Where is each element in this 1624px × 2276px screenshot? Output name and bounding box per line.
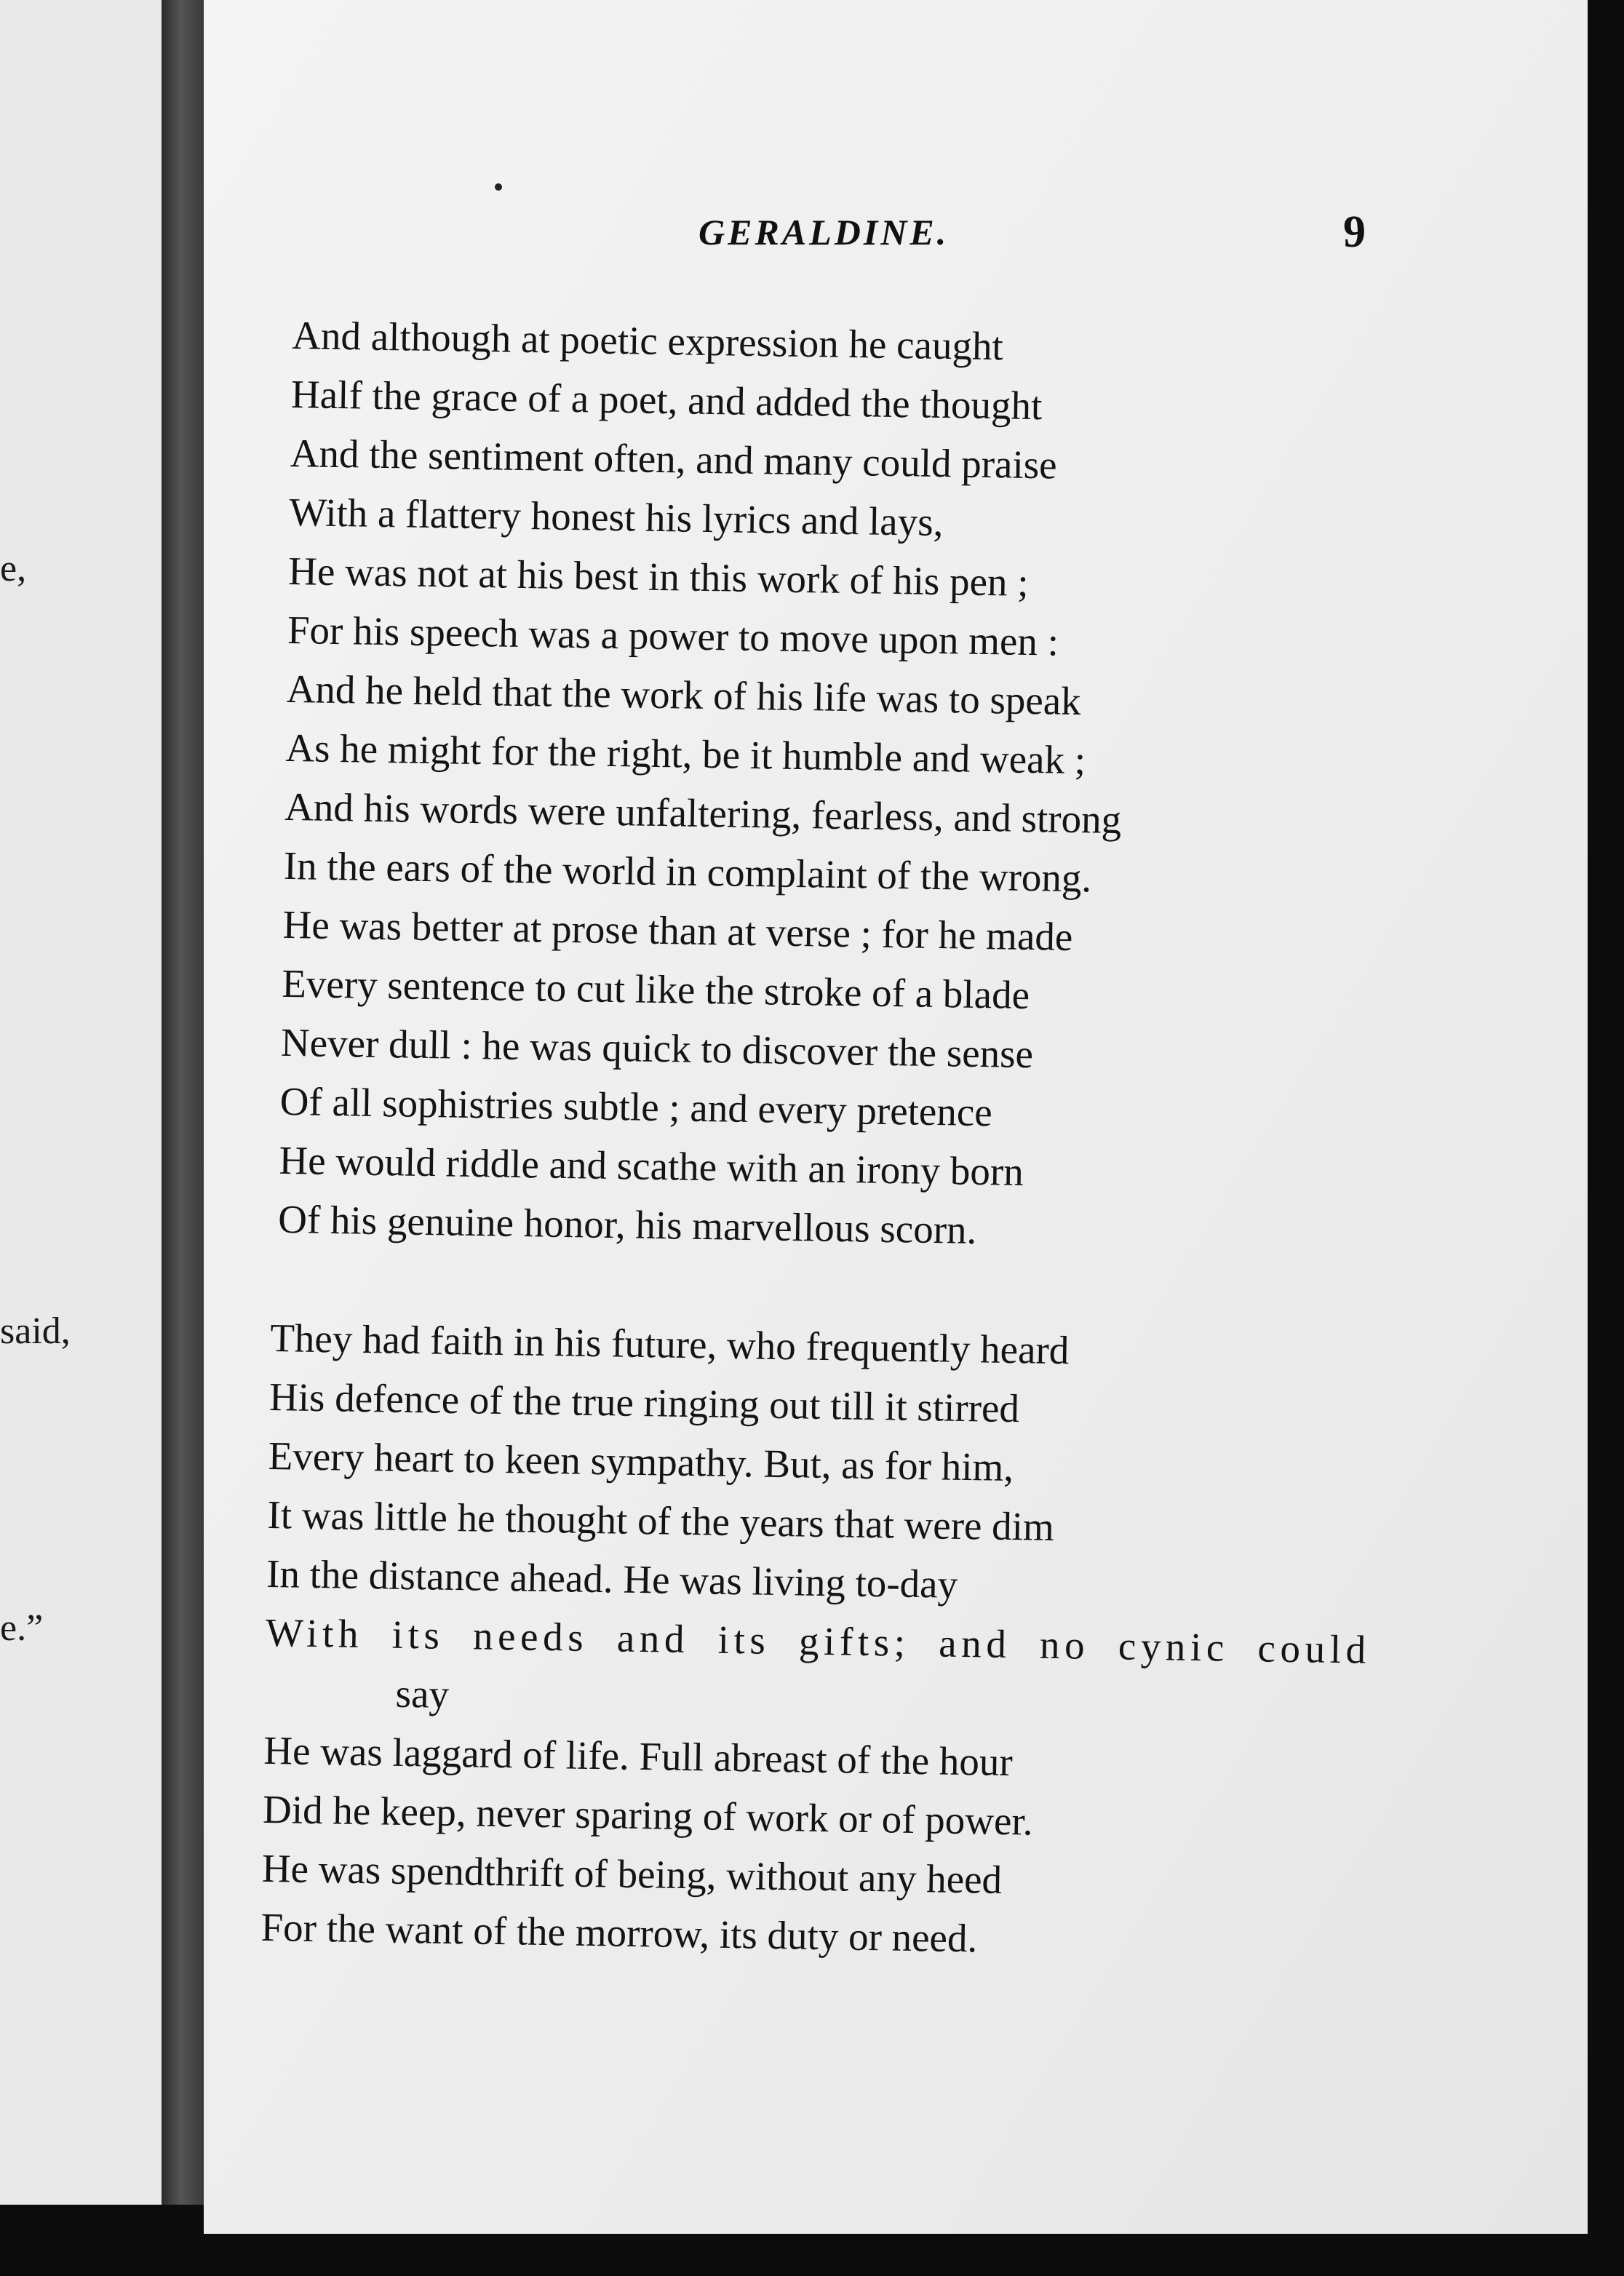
- page-header: [204, 207, 1586, 269]
- verse-line: He was not at his best in this work of his pen ;: [287, 548, 1030, 605]
- running-title: GERALDINE.: [698, 212, 950, 252]
- stanza: [260, 1308, 1376, 1974]
- verse-line: In the distance ahead. He was living to-day: [266, 1551, 958, 1607]
- print-speck: [495, 183, 502, 191]
- verse-line: It was little he thought of the years that were dim: [267, 1492, 1055, 1549]
- verse-line: With its needs and its gifts; and no cynic could: [265, 1609, 1372, 1672]
- facing-page-fragment: e,: [0, 548, 27, 589]
- verse-line: He was laggard of life. Full abreast of the hour: [263, 1727, 1014, 1785]
- verse-line: In the ears of the world in complaint of the wrong.: [283, 843, 1092, 901]
- verse-line: They had faith in his future, who frequently heard: [269, 1315, 1070, 1373]
- verse-line: Of all sophistries subtle ; and every pretence: [279, 1078, 993, 1135]
- verse-line: Did he keep, never sparing of work or of power.: [262, 1786, 1033, 1844]
- verse-line: As he might for the right, be it humble and weak ;: [284, 725, 1086, 783]
- verse-line: Every sentence to cut like the stroke of a blade: [281, 960, 1030, 1018]
- verse-line: And he held that the work of his life was to speak: [286, 666, 1082, 724]
- verse-line: And although at poetic expression he caught: [291, 312, 1004, 369]
- verse-line: And his words were unfaltering, fearless, and strong: [284, 784, 1122, 842]
- page-number: 9: [1343, 207, 1366, 257]
- verse-line: With a flattery honest his lyrics and lays,: [289, 489, 944, 545]
- verse-line: He would riddle and scathe with an irony born: [279, 1137, 1024, 1194]
- verse-line: Never dull : he was quick to discover the sense: [280, 1019, 1034, 1077]
- stanza: [278, 306, 1129, 1262]
- verse-line: Every heart to keen sympathy. But, as for him,: [268, 1433, 1014, 1490]
- verse-line: Of his genuine honor, his marvellous scorn.: [277, 1196, 977, 1252]
- verse-line: For the want of the morrow, its duty or need.: [260, 1904, 978, 1961]
- facing-page-fragment: said,: [0, 1310, 71, 1352]
- book-page: [204, 0, 1588, 2234]
- facing-page-fragment: e.”: [0, 1607, 44, 1649]
- verse-line: For his speech was a power to move upon men :: [287, 607, 1059, 664]
- facing-page: [0, 0, 162, 2205]
- verse-line: He was better at prose than at verse ; for he made: [282, 902, 1073, 959]
- verse-line: And the sentiment often, and many could praise: [290, 430, 1058, 488]
- verse-line: Half the grace of a poet, and added the thought: [290, 371, 1043, 429]
- verse-line: He was spendthrift of being, without any heed: [261, 1845, 1003, 1902]
- verse-line: His defence of the true ringing out till it stirred: [268, 1374, 1020, 1431]
- verse-line-continuation: say: [395, 1671, 450, 1716]
- book-gutter: [162, 0, 204, 2205]
